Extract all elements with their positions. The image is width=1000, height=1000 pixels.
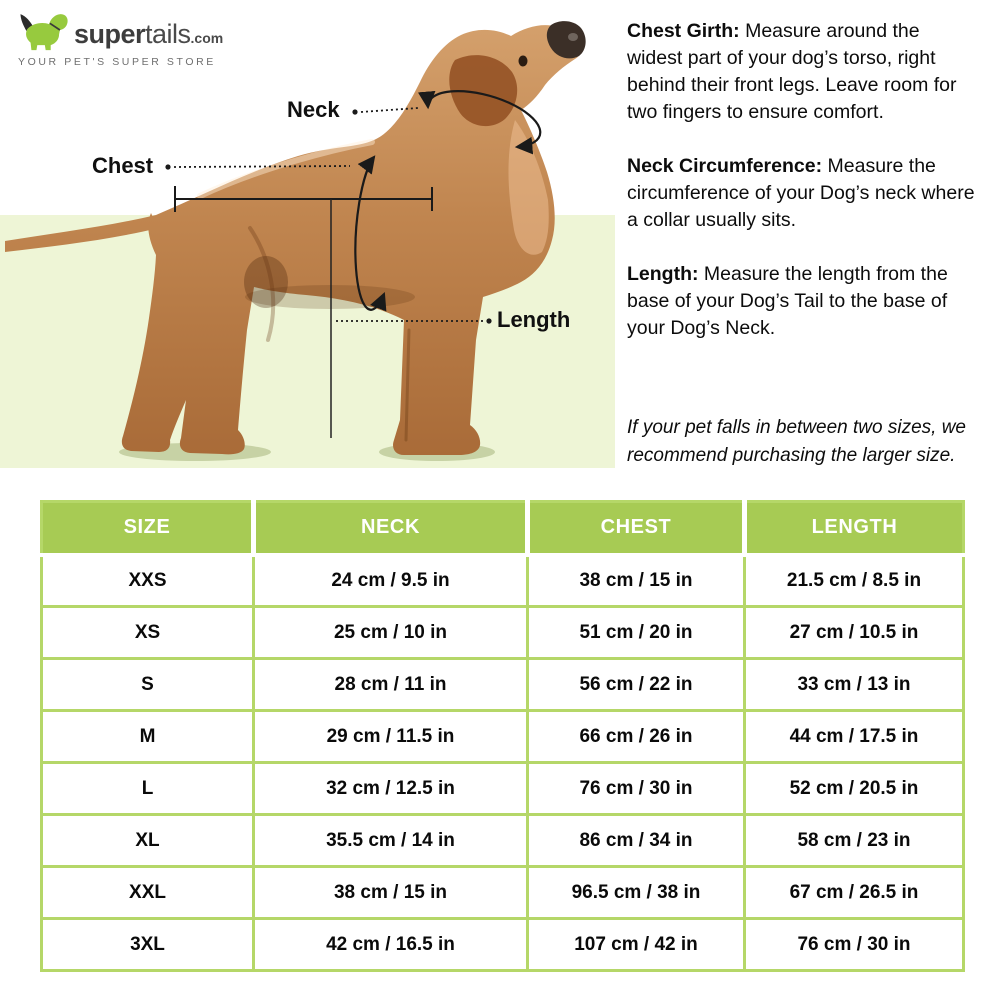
measurement-cell: 56 cm / 22 in — [528, 659, 745, 711]
brand-tld: .com — [190, 30, 224, 46]
instruction-chest-girth-text: Measure around the widest part of your dog’s torso, right behind their front legs. Leave room for two fingers to ensure comfort. — [627, 20, 957, 123]
column-header-chest: CHEST — [528, 502, 745, 555]
measurement-cell: 38 cm / 15 in — [528, 555, 745, 607]
measurement-cell: 76 cm / 30 in — [528, 763, 745, 815]
measurement-cell: 35.5 cm / 14 in — [254, 815, 528, 867]
size-cell: M — [42, 711, 254, 763]
table-row — [42, 919, 964, 971]
brand-tails: tails — [145, 19, 191, 49]
instruction-neck-circumference — [627, 153, 979, 234]
measurement-cell: 86 cm / 34 in — [528, 815, 745, 867]
measurement-diagram — [0, 0, 620, 470]
measurement-cell: 24 cm / 9.5 in — [254, 555, 528, 607]
size-chart-table — [40, 500, 965, 972]
size-cell: XL — [42, 815, 254, 867]
measurement-cell: 21.5 cm / 8.5 in — [745, 555, 964, 607]
brand-super: super — [74, 19, 146, 49]
chest-leader-dot — [165, 164, 170, 169]
measurement-cell: 33 cm / 13 in — [745, 659, 964, 711]
neck-leader-dot — [352, 109, 357, 114]
measurement-cell: 42 cm / 16.5 in — [254, 919, 528, 971]
measurement-cell: 76 cm / 30 in — [745, 919, 964, 971]
dog-illustration — [0, 0, 620, 470]
measurement-instructions — [627, 18, 979, 470]
measurement-cell: 107 cm / 42 in — [528, 919, 745, 971]
length-label: Length — [497, 307, 571, 332]
instruction-chest-girth — [627, 18, 979, 126]
measurement-cell: 52 cm / 20.5 in — [745, 763, 964, 815]
measurement-cell: 32 cm / 12.5 in — [254, 763, 528, 815]
size-cell: S — [42, 659, 254, 711]
measurement-cell: 66 cm / 26 in — [528, 711, 745, 763]
measurement-cell: 44 cm / 17.5 in — [745, 711, 964, 763]
instruction-chest-girth-lead: Chest Girth: — [627, 20, 740, 42]
instruction-length-text: Measure the length from the base of your Dog’s Tail to the base of your Dog’s Neck. — [627, 263, 948, 339]
table-row — [42, 659, 964, 711]
table-row — [42, 711, 964, 763]
size-cell: 3XL — [42, 919, 254, 971]
table-row — [42, 607, 964, 659]
size-chart-header — [42, 502, 964, 555]
table-row — [42, 555, 964, 607]
size-cell: L — [42, 763, 254, 815]
measurement-cell: 67 cm / 26.5 in — [745, 867, 964, 919]
instruction-length — [627, 261, 979, 342]
instruction-neck-circumference-text: Measure the circumference of your Dog’s neck where a collar usually sits. — [627, 155, 975, 231]
measurement-cell: 27 cm / 10.5 in — [745, 607, 964, 659]
column-header-length: LENGTH — [745, 502, 964, 555]
measurement-cell: 28 cm / 11 in — [254, 659, 528, 711]
table-row — [42, 763, 964, 815]
table-row — [42, 867, 964, 919]
measurement-cell: 29 cm / 11.5 in — [254, 711, 528, 763]
measurement-cell: 51 cm / 20 in — [528, 607, 745, 659]
size-cell: XXL — [42, 867, 254, 919]
instruction-length-lead: Length: — [627, 263, 699, 285]
measurement-cell: 38 cm / 15 in — [254, 867, 528, 919]
dog-nose-highlight — [568, 33, 578, 41]
length-leader-dot — [486, 318, 491, 323]
brand-tagline: YOUR PET'S SUPER STORE — [18, 56, 216, 68]
size-cell: XS — [42, 607, 254, 659]
measurement-cell: 58 cm / 23 in — [745, 815, 964, 867]
size-chart-body — [42, 555, 964, 971]
instruction-neck-circumference-lead: Neck Circumference: — [627, 155, 823, 177]
dog-eye — [519, 56, 528, 67]
sizing-note: If your pet falls in between two sizes, we recommend purchasing the larger size. — [627, 417, 966, 466]
table-row — [42, 815, 964, 867]
column-header-neck: NECK — [254, 502, 528, 555]
size-cell: XXS — [42, 555, 254, 607]
chest-label: Chest — [92, 153, 154, 178]
measurement-cell: 96.5 cm / 38 in — [528, 867, 745, 919]
neck-label: Neck — [287, 97, 340, 122]
column-header-size: SIZE — [42, 502, 254, 555]
measurement-cell: 25 cm / 10 in — [254, 607, 528, 659]
header-row — [42, 502, 964, 555]
